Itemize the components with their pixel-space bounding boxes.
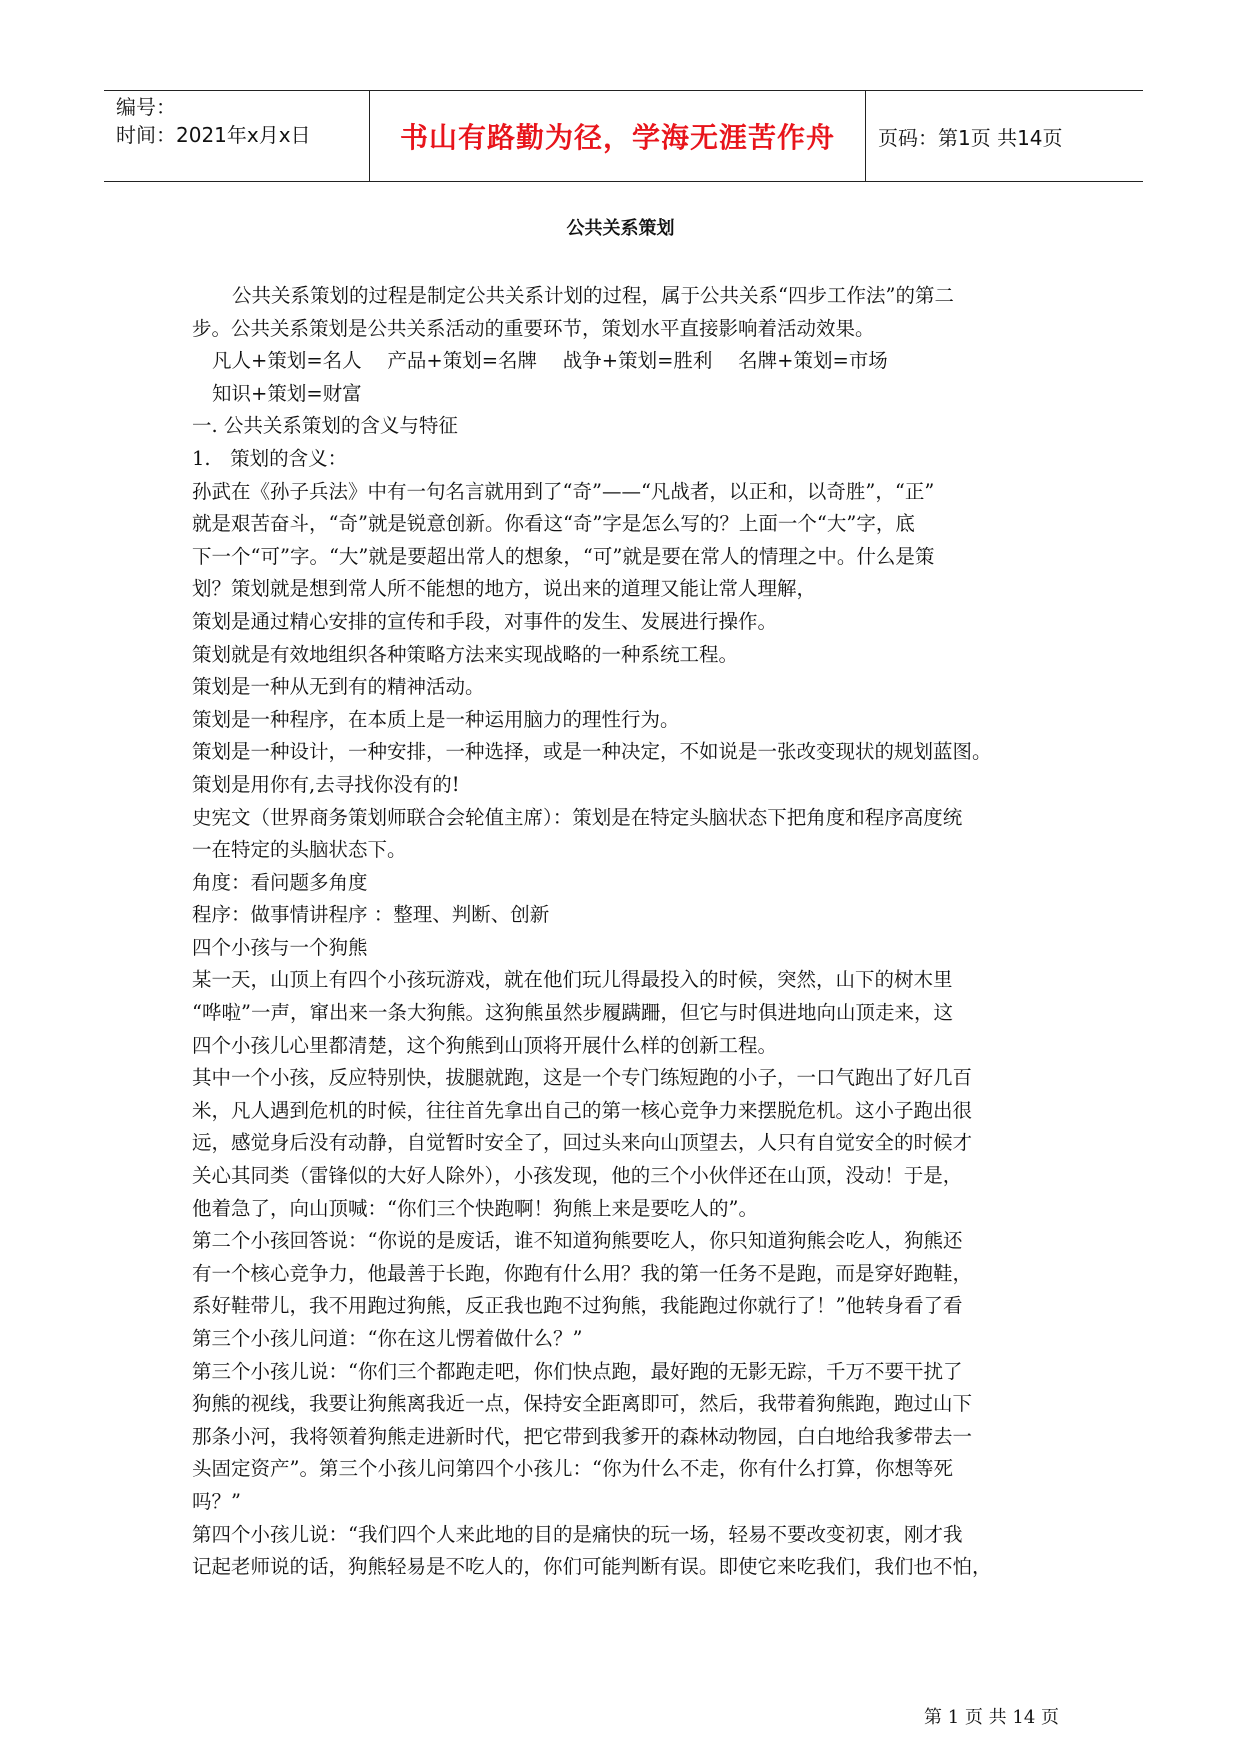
paragraph-line: 记起老师说的话，狗熊轻易是不吃人的，你们可能判断有误。即使它来吃我们，我们也不怕，: [192, 1555, 992, 1579]
paragraph-line: 就是艰苦奋斗，“奇”就是锐意创新。你看这“奇”字是怎么写的？上面一个“大”字，底: [192, 512, 915, 536]
paragraph-line: 孙武在《孙子兵法》中有一句名言就用到了“奇”——“凡战者，以正和，以奇胜”，“正”: [192, 479, 935, 503]
paragraph-line: 策划就是有效地组织各种策略方法来实现战略的一种系统工程。: [192, 642, 739, 666]
paragraph-line: 其中一个小孩，反应特别快，拔腿就跑，这是一个专门练短跑的小子，一口气跑出了好几百: [192, 1066, 973, 1090]
paragraph-line: 下一个“可”字。“大”就是要超出常人的想象，“可”就是要在常人的情理之中。什么是策: [192, 544, 935, 568]
paragraph-line: 有一个核心竞争力，他最善于长跑，你跑有什么用？我的第一任务不是跑，而是穿好跑鞋，: [192, 1261, 973, 1285]
paragraph-line: 策划是通过精心安排的宣传和手段，对事件的发生、发展进行操作。: [192, 609, 778, 633]
serial-label: 编号：: [116, 95, 176, 119]
paragraph-line: 策划是一种程序，在本质上是一种运用脑力的理性行为。: [192, 707, 680, 731]
story-title: 四个小孩与一个狗熊: [192, 935, 368, 959]
header-meta: [104, 91, 370, 181]
paragraph-line: 一在特定的头脑状态下。: [192, 838, 407, 862]
header-page-info-cell: [866, 91, 1143, 181]
header-motto-cell: [370, 91, 866, 181]
paragraph-line: 吗？”: [192, 1489, 241, 1513]
paragraph-line: 凡人+策划=名人 产品+策划=名牌 战争+策划=胜利 名牌+策划=市场: [212, 349, 888, 373]
paragraph-line: 四个小孩儿心里都清楚，这个狗熊到山顶将开展什么样的创新工程。: [192, 1033, 778, 1057]
paragraph-line: 米，凡人遇到危机的时候，往往首先拿出自己的第一核心竞争力来摆脱危机。这小子跑出很: [192, 1098, 973, 1122]
paragraph-line: 第三个小孩儿说：“你们三个都跑走吧，你们快点跑，最好跑的无影无踪，千万不要干扰了: [192, 1359, 963, 1383]
paragraph-line: 系好鞋带儿，我不用跑过狗熊，反正我也跑不过狗熊，我能跑过你就行了！”他转身看了看: [192, 1294, 963, 1318]
paragraph-line: 他着急了，向山顶喊：“你们三个快跑啊！狗熊上来是要吃人的”。: [192, 1196, 758, 1220]
paragraph-line: 关心其同类（雷锋似的大好人除外），小孩发现，他的三个小伙伴还在山顶，没动！于是，: [192, 1164, 963, 1188]
header-page-info: 页码：第1页 共14页: [878, 125, 1063, 150]
paragraph-line: 知识+策划=财富: [212, 381, 362, 405]
paragraph-line: 史宪文（世界商务策划师联合会轮值主席）：策划是在特定头脑状态下把角度和程序高度统: [192, 805, 963, 829]
subsection-heading: 1. 策划的含义：: [192, 446, 348, 470]
document-title: 公共关系策划: [566, 218, 675, 239]
paragraph-line: 策划是用你有,去寻找你没有的!: [192, 772, 460, 796]
paragraph-line: 第四个小孩儿说：“我们四个人来此地的目的是痛快的玩一场，轻易不要改变初衷，刚才我: [192, 1522, 963, 1546]
page-footer: 第 1 页 共 14 页: [924, 1707, 1059, 1728]
paragraph-line: 策划是一种设计，一种安排，一种选择，或是一种决定，不如说是一张改变现状的规划蓝图。: [192, 740, 992, 764]
header-motto: 书山有路勤为径，学海无涯苦作舟: [399, 121, 835, 154]
document-body: [192, 280, 1072, 1584]
paragraph-line: 步。公共关系策划是公共关系活动的重要环节，策划水平直接影响着活动效果。: [192, 316, 875, 340]
paragraph-line: 角度：看问题多角度: [192, 870, 368, 894]
paragraph-line: 第二个小孩回答说：“你说的是废话，谁不知道狗熊要吃人，你只知道狗熊会吃人，狗熊还: [192, 1229, 963, 1253]
paragraph-line: 公共关系策划的过程是制定公共关系计划的过程，属于公共关系“四步工作法”的第二: [232, 284, 954, 307]
time-label: 时间：2021年x月x日: [116, 123, 311, 147]
paragraph-line: 程序：做事情讲程序 ：整理、判断、创新: [192, 903, 550, 927]
document-header: [104, 90, 1143, 182]
paragraph-line: 狗熊的视线，我要让狗熊离我近一点，保持安全距离即可，然后，我带着狗熊跑，跑过山下: [192, 1392, 973, 1416]
paragraph-line: 第三个小孩儿问道：“你在这儿愣着做什么？”: [192, 1327, 583, 1350]
paragraph-line: 远，感觉身后没有动静，自觉暂时安全了，回过头来向山顶望去，人只有自觉安全的时候才: [192, 1131, 973, 1155]
paragraph-line: 策划是一种从无到有的精神活动。: [192, 675, 485, 699]
section-heading: 一. 公共关系策划的含义与特征: [192, 414, 458, 438]
paragraph-line: 划？策划就是想到常人所不能想的地方，说出来的道理又能让常人理解，: [192, 577, 817, 601]
paragraph-line: 某一天，山顶上有四个小孩玩游戏，就在他们玩儿得最投入的时候，突然，山下的树木里: [192, 968, 953, 992]
paragraph-line: 头固定资产”。第三个小孩儿问第四个小孩儿：“你为什么不走，你有什么打算，你想等死: [192, 1457, 953, 1481]
paragraph-line: “哗啦”一声，窜出来一条大狗熊。这狗熊虽然步履蹒跚，但它与时俱进地向山顶走来，这: [192, 1001, 953, 1025]
paragraph-line: 那条小河，我将领着狗熊走进新时代，把它带到我爹开的森林动物园，白白地给我爹带去一: [192, 1424, 973, 1448]
